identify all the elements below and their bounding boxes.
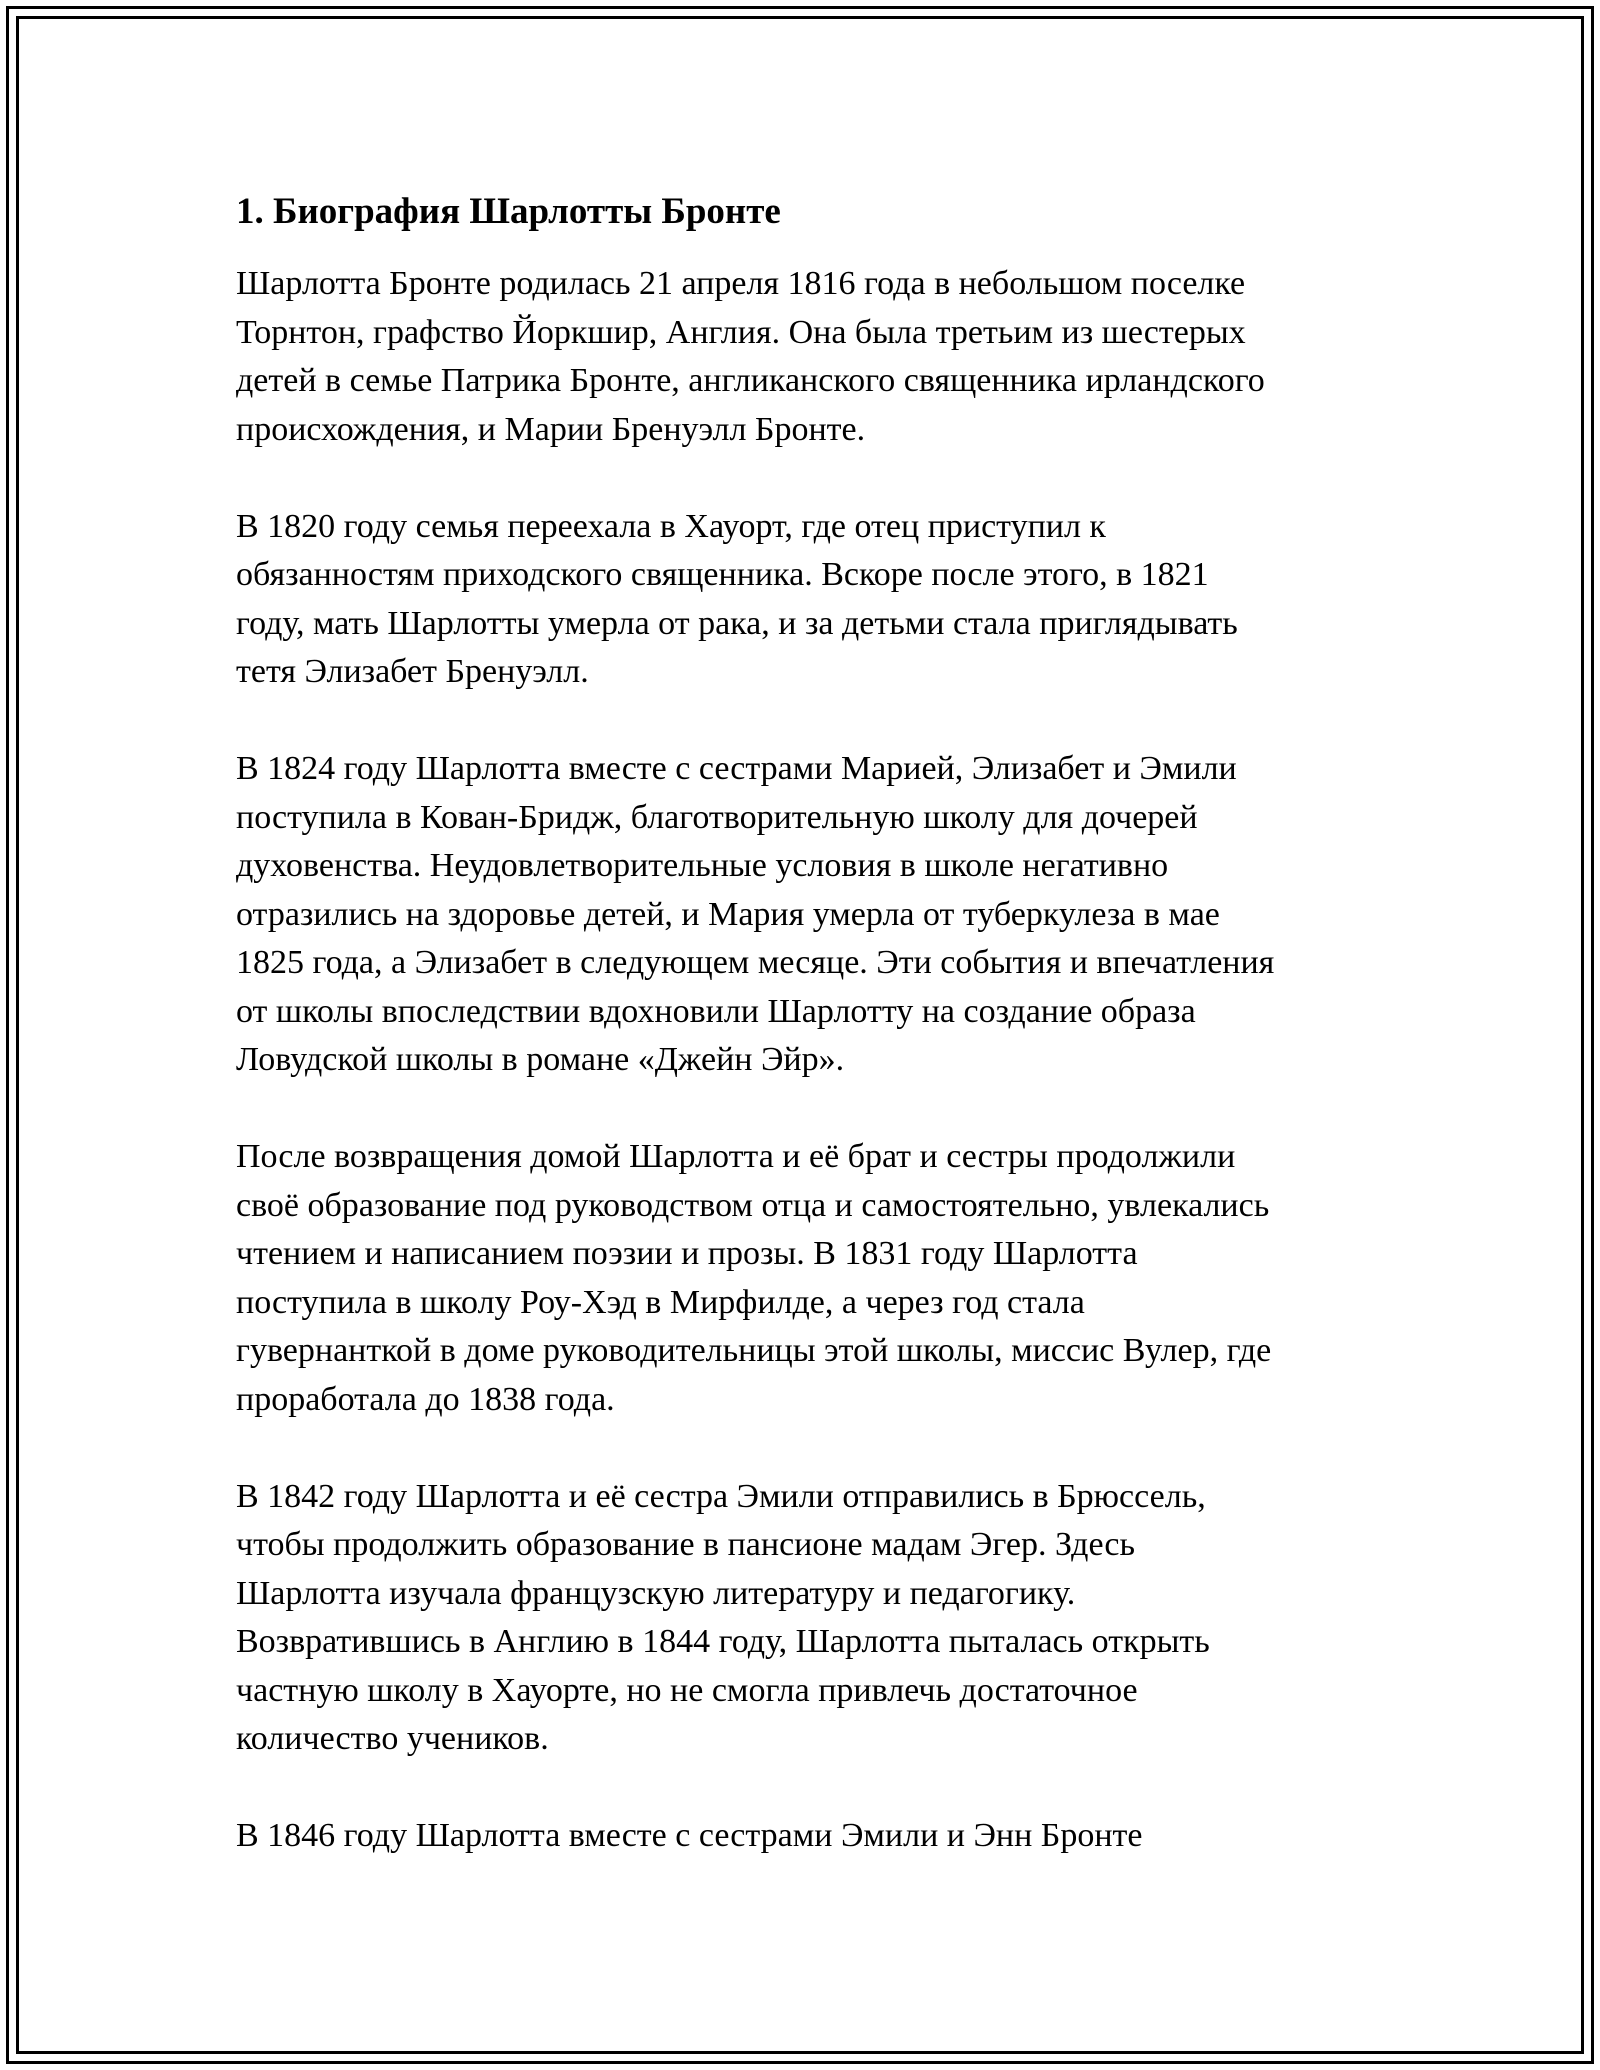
text-line: В 1842 году Шарлотта и её сестра Эмили отправились в Брюссель, xyxy=(236,1477,1206,1515)
text-line: Ловудской школы в романе «Джейн Эйр». xyxy=(236,1041,845,1078)
paragraph xyxy=(236,1473,1416,1764)
paragraph xyxy=(236,503,1416,697)
text-line: поступила в школу Роу-Хэд в Мирфилде, а через год стала xyxy=(236,1283,1085,1321)
text-line: гувернанткой в доме руководительницы этой школы, миссис Вулер, где xyxy=(236,1332,1272,1369)
text-line: Возвратившись в Англию в 1844 году, Шарлотта пыталась открыть xyxy=(236,1623,1210,1660)
paragraph xyxy=(236,745,1416,1085)
text-line: частную школу в Хауорте, но не смогла привлечь достаточное xyxy=(236,1671,1138,1709)
text-line: В 1824 году Шарлотта вместе с сестрами Марией, Элизабет и Эмили xyxy=(236,750,1237,787)
text-line: количество учеников. xyxy=(236,1720,549,1757)
text-line: обязанностям приходского священника. Вскоре после этого, в 1821 xyxy=(236,556,1209,593)
text-line: В 1820 году семья переехала в Хауорт, где отец приступил к xyxy=(236,507,1106,545)
text-line: поступила в Кован-Бридж, благотворительную школу для дочерей xyxy=(236,798,1198,836)
text-line: духовенства. Неудовлетворительные условия в школе негативно xyxy=(236,847,1169,884)
text-line: году, мать Шарлотты умерла от рака, и за детьми стала приглядывать xyxy=(236,604,1238,642)
paragraph xyxy=(236,260,1416,454)
text-line: от школы впоследствии вдохновили Шарлотту на создание образа xyxy=(236,992,1196,1030)
text-line: происхождения, и Марии Бренуэлл Бронте. xyxy=(236,410,866,448)
text-line: чтением и написанием поэзии и прозы. В 1831 году Шарлотта xyxy=(236,1235,1138,1272)
text-line: чтобы продолжить образование в пансионе мадам Эгер. Здесь xyxy=(236,1526,1135,1563)
text-line: своё образование под руководством отца и самостоятельно, увлекались xyxy=(236,1186,1270,1224)
document-body xyxy=(236,188,1416,1909)
text-line: Шарлотта Бронте родилась 21 апреля 1816 года в небольшом поселке xyxy=(236,265,1246,302)
text-line: Шарлотта изучала французскую литературу и педагогику. xyxy=(236,1574,1076,1612)
text-line: 1825 года, а Элизабет в следующем месяце. Эти события и впечатления xyxy=(236,944,1275,981)
text-line: Торнтон, графство Йоркшир, Англия. Она была третьим из шестерых xyxy=(236,313,1246,351)
section-heading: 1. Биография Шарлотты Бронте xyxy=(236,191,781,232)
text-line: детей в семье Патрика Бронте, англиканского священника ирландского xyxy=(236,362,1265,399)
text-line: После возвращения домой Шарлотта и её брат и сестры продолжили xyxy=(236,1138,1236,1175)
text-line: отразились на здоровье детей, и Мария умерла от туберкулеза в мае xyxy=(236,895,1220,933)
paragraph xyxy=(236,1812,1416,1861)
text-line: тетя Элизабет Бренуэлл. xyxy=(236,653,589,690)
paragraph xyxy=(236,1133,1416,1424)
text-line: В 1846 году Шарлотта вместе с сестрами Эмили и Энн Бронте xyxy=(236,1817,1143,1854)
text-line: проработала до 1838 года. xyxy=(236,1380,615,1418)
